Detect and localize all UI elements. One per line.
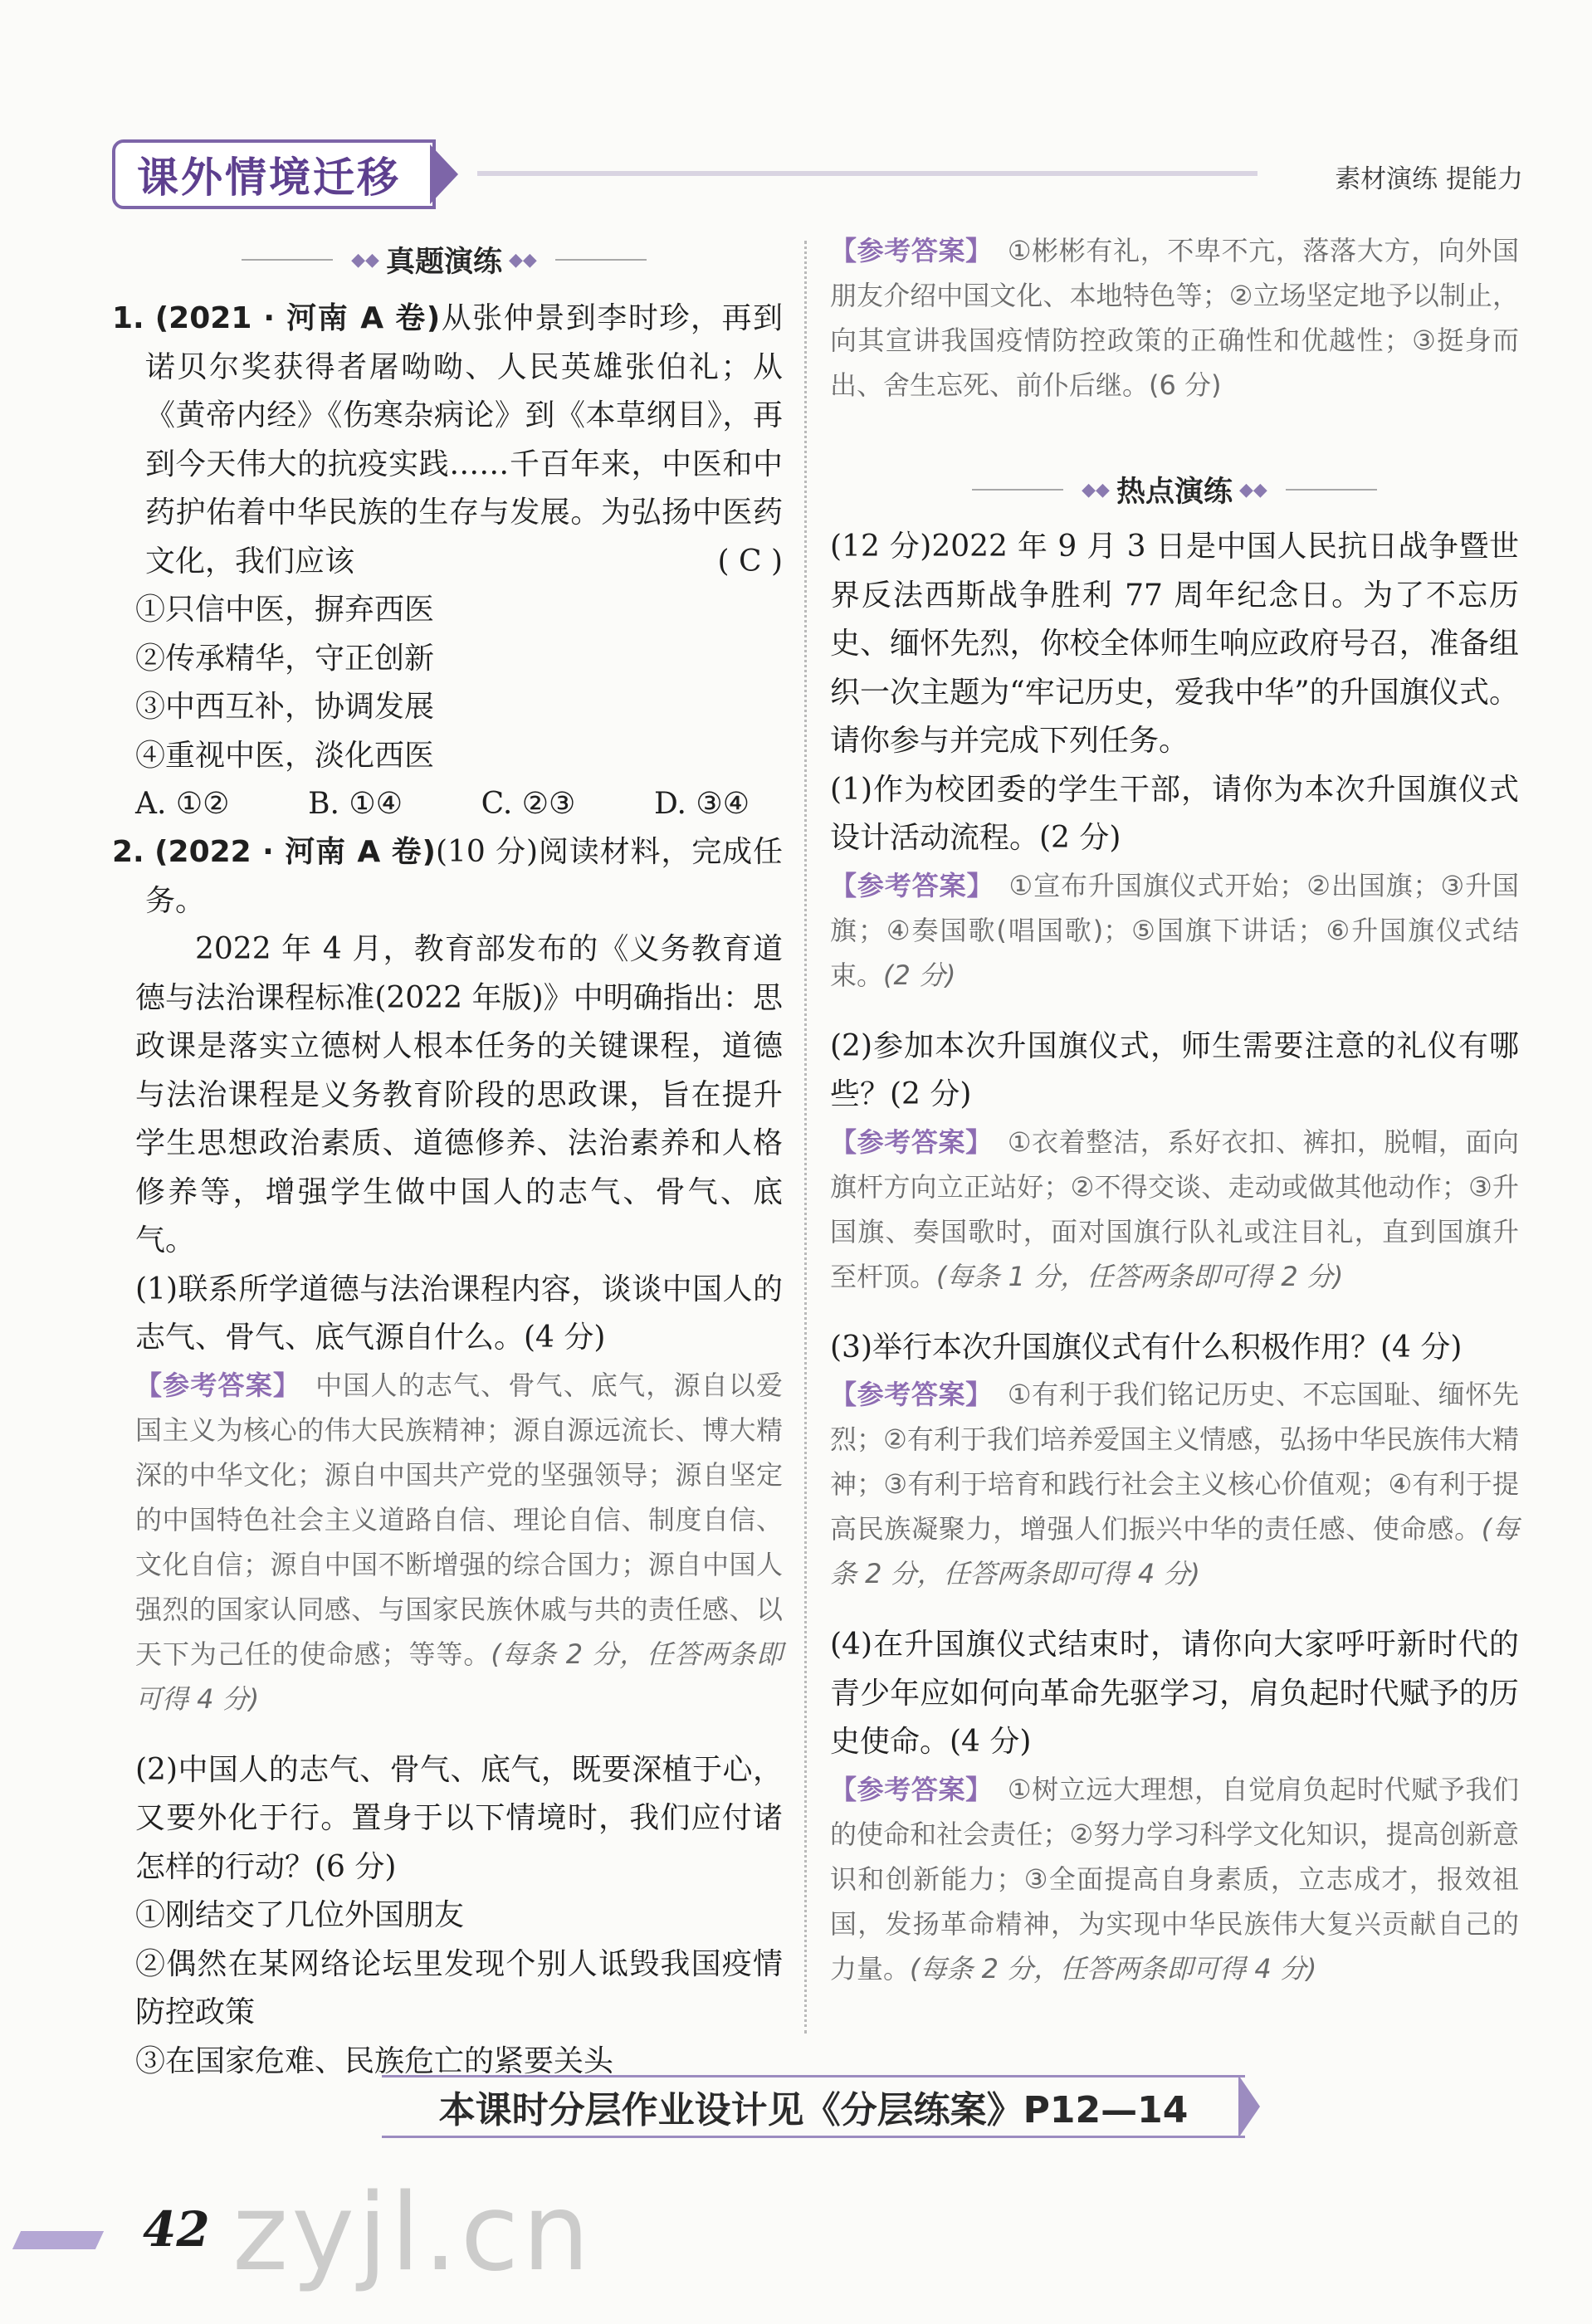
task-4-answer: 【参考答案】 ①树立远大理想，自觉肩负起时代赋予我们的使命和社会责任；②努力学习科学文化知识，提高创新意识和创新能力；③全面提高自身素质，立志成才，报效祖国，发扬革命精神，为实现中华民族伟大复兴贡献自己的力量。(每条 2 分，任答两条即可得 4 分): [830, 1773, 1519, 1985]
task-2: (2)参加本次升国旗仪式，师生需要注意的礼仪有哪些？(2 分): [830, 1028, 1519, 1111]
task-2-answer: 【参考答案】 ①衣着整洁，系好衣扣、裤扣，脱帽，面向旗杆方向立正站好；②不得交谈、走动或做其他动作；③升国旗、奏国歌时，面对国旗行队礼或注目礼，直到国旗升至杆顶。(每条 1 分，任答两条即可得 2 分): [830, 1125, 1519, 1292]
sub-question-1: (1)联系所学道德与法治课程内容，谈谈中国人的志气、骨气、底气源自什么。(4 分): [135, 1272, 783, 1355]
question-2-stem: 2. (2022 · 河南 A 卷)(10 分)阅读材料，完成任务。: [112, 835, 783, 918]
task-3-answer: 【参考答案】 ①有利于我们铭记历史、不忘国耻、缅怀先烈；②有利于我们培养爱国主义情感，弘扬中华民族伟大精神；③有利于培育和践行社会主义核心价值观；④有利于提高民族凝聚力，增强人们振兴中华的责任感、使命感。(每条 2 分，任答两条即可得 4 分): [830, 1379, 1519, 1589]
option-item: ①只信中医，摒弃西医: [135, 593, 435, 627]
choice-a: A. ①②: [135, 787, 230, 821]
task-4: (4)在升国旗仪式结束时，请你向大家呼吁新时代的青少年应如何向革命先驱学习，肩负起时代赋予的历史使命。(4 分): [830, 1628, 1519, 1759]
situation-item: ③在国家危难、民族危亡的紧要关头: [135, 2043, 614, 2078]
section-heading-real-exam: ◆◆ 真题演练 ◆◆: [112, 239, 776, 281]
option-item: ②传承精华，守正创新: [135, 641, 435, 676]
option-item: ④重视中医，淡化西医: [135, 738, 435, 773]
watermark: zyjl.cn: [232, 2171, 593, 2295]
diamond-icon: ◆◆: [1082, 479, 1110, 500]
diamond-icon: ◆◆: [509, 249, 537, 271]
situation-item: ②偶然在某网络论坛里发现个别人诋毁我国疫情防控政策: [135, 1946, 783, 2029]
page-tab-decoration: [12, 2231, 104, 2249]
material-text: 2022 年 4 月，教育部发布的《义务教育道德与法治课程标准(2022 年版)》中明确指出：思政课是落实立德树人根本任务的关键课程，道德与法治课程是义务教育阶段的思政课，旨在提升学生思想政治素质、道德修养、法治素养和人格修养等，增强学生做中国人的志气、骨气、底气。: [135, 932, 783, 1257]
section-title: 课外情境迁移: [112, 139, 436, 209]
situation-item: ①刚结交了几位外国朋友: [135, 1898, 465, 1932]
banner-chevron-icon: [1238, 2075, 1260, 2138]
task-3: (3)举行本次升国旗仪式有什么积极作用？(4 分): [830, 1330, 1463, 1365]
sub-question-2: (2)中国人的志气、骨气、底气，既要深植于心，又要外化于行。置身于以下情境时，我们应付诸怎样的行动？(6 分): [135, 1752, 783, 1884]
task-1-answer: 【参考答案】 ①宣布升国旗仪式开始；②出国旗；③升国旗；④奏国歌(唱国歌)；⑤国旗下讲话；⑥升国旗仪式结束。(2 分): [830, 869, 1519, 991]
header-subtitle: 素材演练 提能力: [1335, 164, 1523, 194]
option-item: ③中西互补，协调发展: [135, 690, 435, 724]
answer-1: 【参考答案】 中国人的志气、骨气、底气，源自以爱国主义为核心的伟大民族精神；源自源远流长、博大精深的中华文化；源自中国共产党的坚强领导；源自坚定的中国特色社会主义道路自信、理论自信、制度自信、文化自信；源自中国不断增强的综合国力；源自中国人强烈的国家认同感、与国家民族休戚与共的责任感、以天下为己任的使命感；等等。(每条 2 分，任答两条即可得 4 分): [135, 1369, 783, 1715]
question-1: [112, 295, 783, 829]
diamond-icon: ◆◆: [1239, 479, 1267, 500]
answer-2: 【参考答案】 ①彬彬有礼，不卑不亢，落落大方，向外国朋友介绍中国文化、本地特色等；②立场坚定地予以制止，向其宣讲我国疫情防控政策的正确性和优越性；③挺身而出、舍生忘死、前仆后继。(6 分): [830, 235, 1519, 401]
question-2: [112, 828, 783, 2086]
hot-topic-intro: (12 分)2022 年 9 月 3 日是中国人民抗日战争暨世界反法西斯战争胜利 77 周年纪念日。为了不忘历史、缅怀先烈，你校全体师生响应政府号召，准备组织一次主题为“牢记历史，爱我中华”的升国旗仪式。请你参与并完成下列任务。: [830, 530, 1519, 758]
task-1: (1)作为校团委的学生干部，请你为本次升国旗仪式设计活动流程。(2 分): [830, 772, 1519, 855]
page-number: 42: [143, 2201, 210, 2258]
header-rule: [477, 171, 1257, 176]
choice-d: D. ③④: [653, 787, 750, 821]
question-1-stem: 1. (2021 · 河南 A 卷)从张仲景到李时珍，再到诺贝尔奖获得者屠呦呦、人民英雄张伯礼；从《黄帝内经》《伤寒杂病论》到《本草纲目》，再到今天伟大的抗疫实践……千百年来，中医和中药护佑着中华民族的生存与发展。为弘扬中医药文化，我们应该 ( C ): [112, 295, 783, 586]
homework-reference-banner: 本课时分层作业设计见《分层练案》P12—14: [382, 2075, 1245, 2138]
page-header: [112, 139, 1523, 212]
section-heading-hot-topic: ◆◆ 热点演练 ◆◆: [830, 469, 1519, 510]
choice-row: [112, 780, 783, 829]
answer-2-block: [830, 228, 1519, 408]
title-chevron-icon: [430, 144, 458, 204]
hot-topic-question: [830, 523, 1519, 1991]
choice-b: B. ①④: [308, 787, 403, 821]
column-divider: [804, 241, 807, 2034]
answer-key: ( C ): [717, 544, 783, 579]
diamond-icon: ◆◆: [351, 249, 379, 271]
choice-c: C. ②③: [481, 787, 576, 821]
